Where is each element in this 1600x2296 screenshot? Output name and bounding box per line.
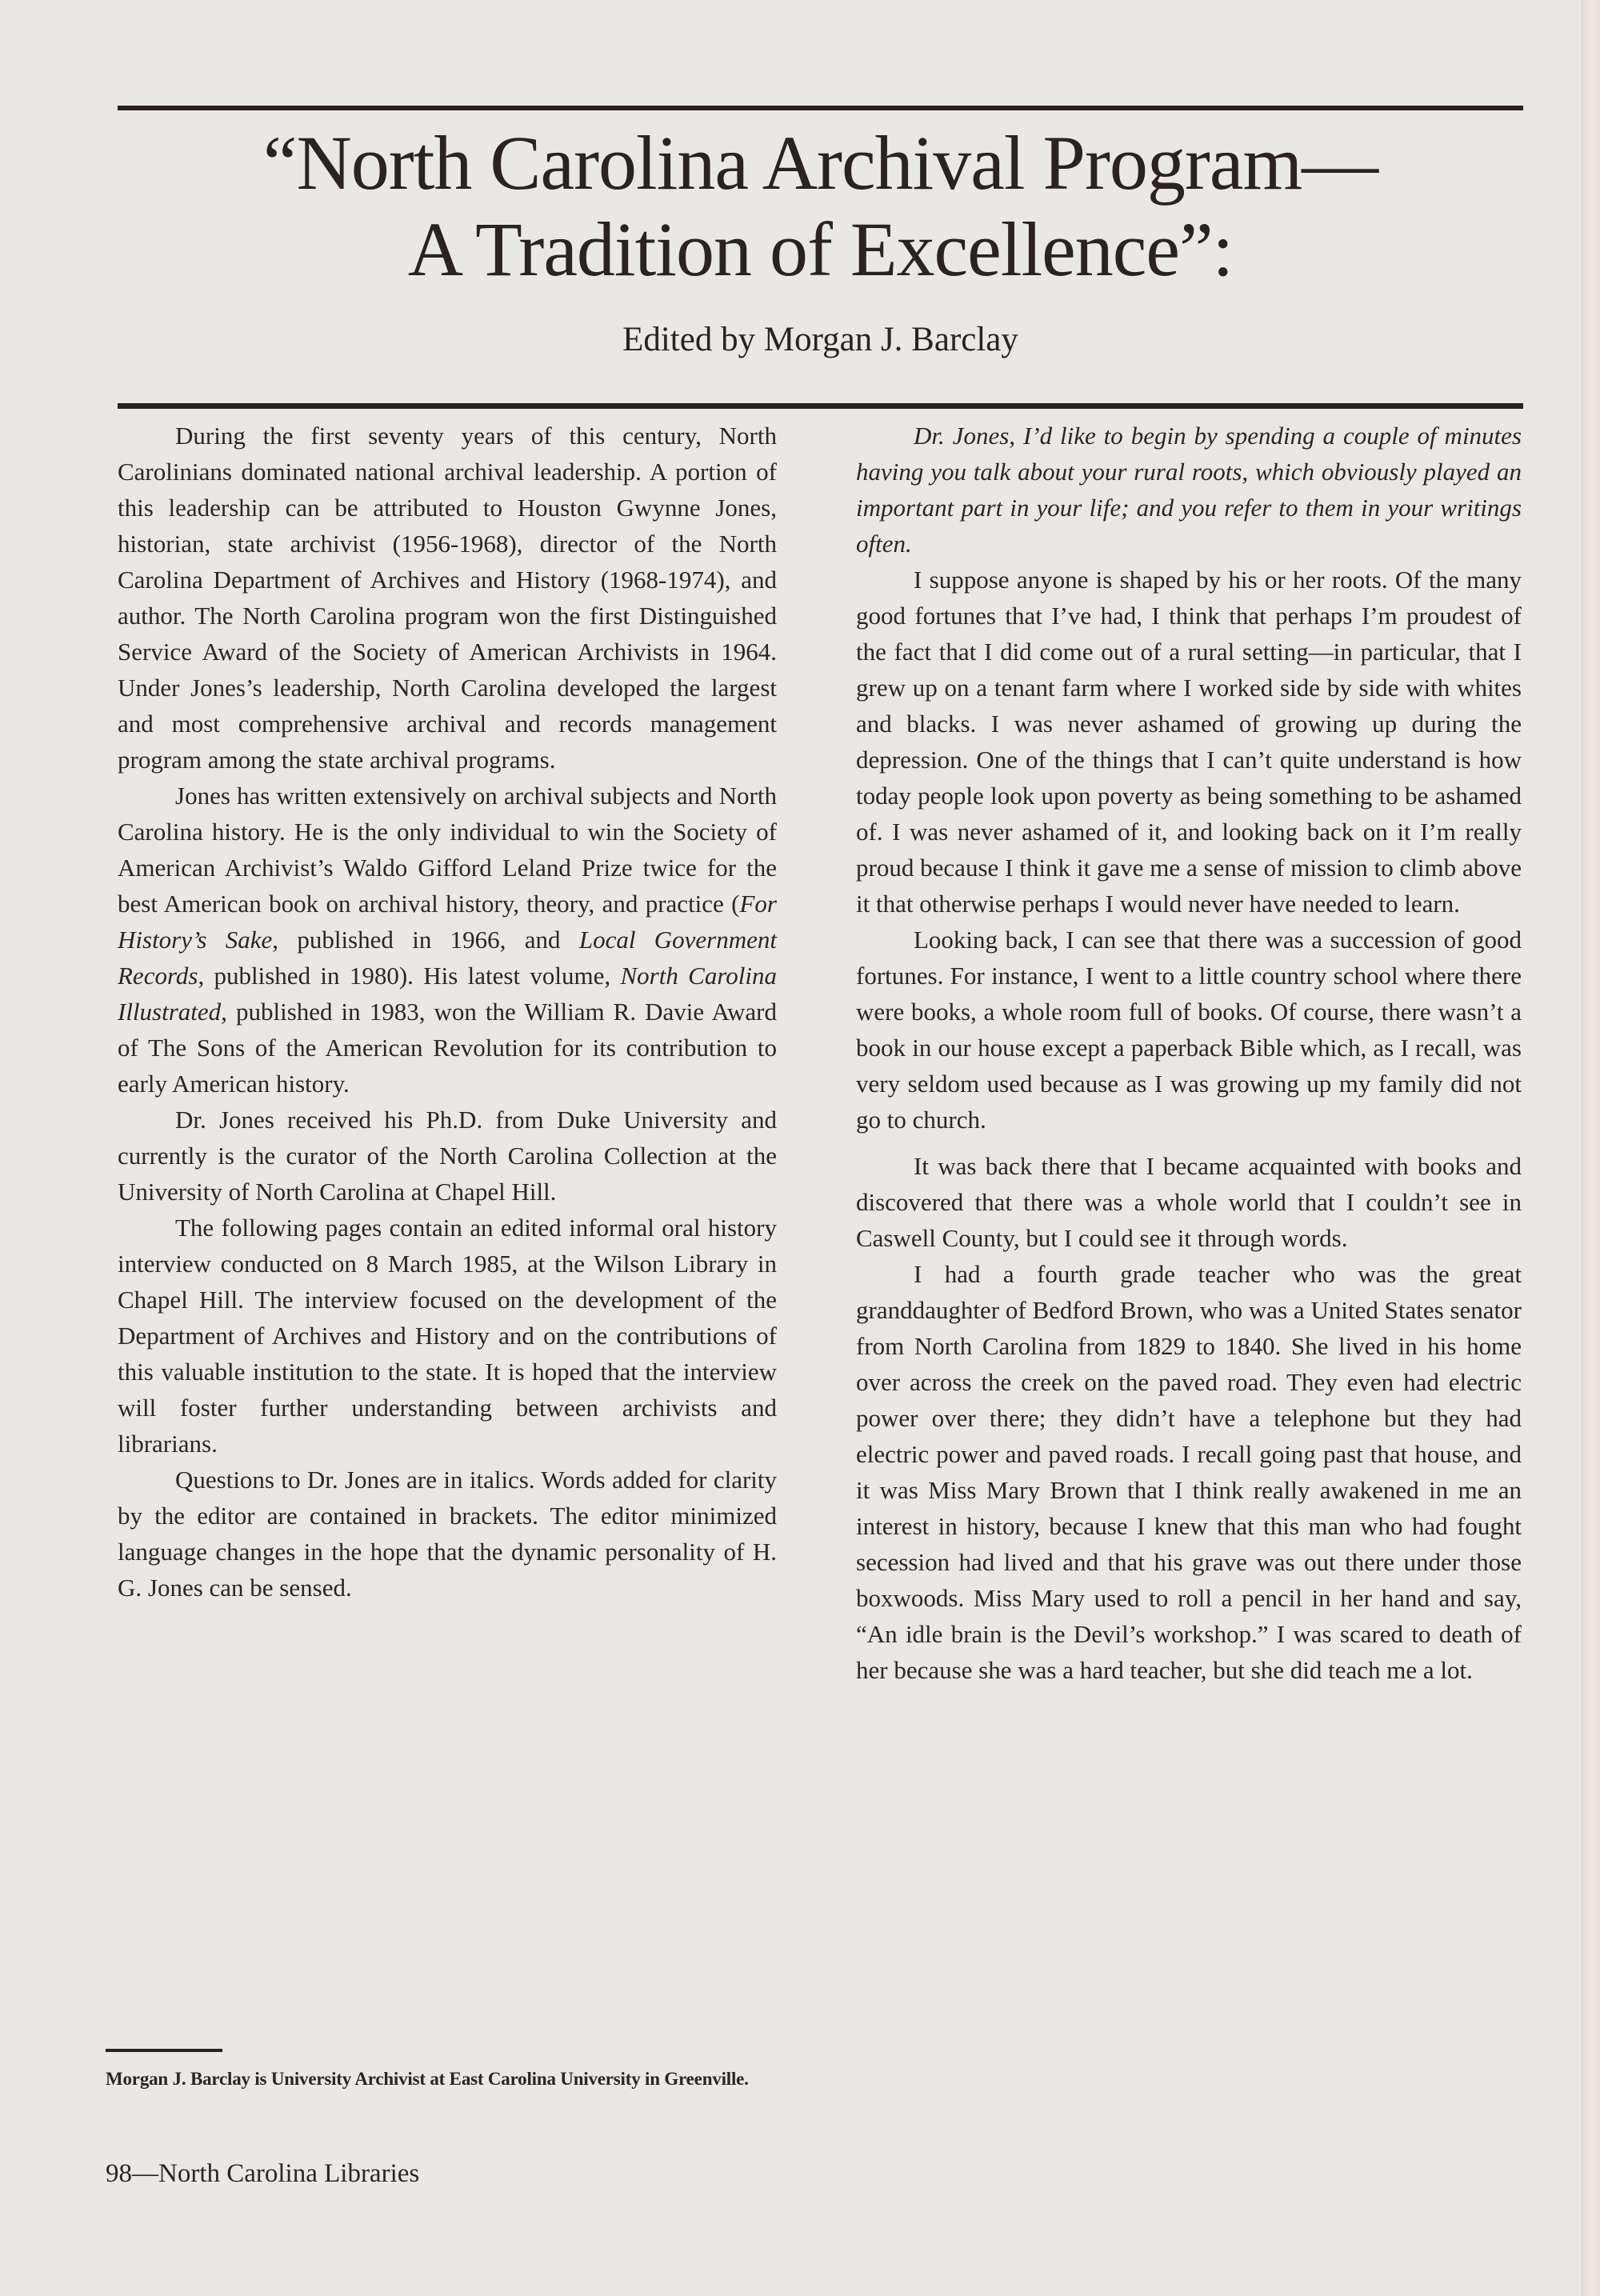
footnote-rule bbox=[106, 2049, 222, 2052]
interview-question: Dr. Jones, I’d like to begin by spending a couple of minutes having you talk about your rural roots, which obviously played an important part in your life; and you refer to them in your writings often. bbox=[856, 422, 1522, 558]
intro-paragraph-2 bbox=[118, 778, 777, 1102]
page-binding-edge bbox=[1582, 0, 1600, 2296]
intro-paragraph-1: During the first seventy years of this century, North Carolinians dominated national archival leadership. A portion of this leadership can be attributed to Houston Gwynne Jones, historian, state archivist (1956-1968), director of the North Carolina Department of Archives and History (1968-1974), and author. The North Carolina program won the first Distinguished Service Award of the Society of American Archivists in 1964. Under Jones’s leadership, North Carolina developed the largest and most comprehensive archival and records management program among the state archival programs. bbox=[118, 422, 777, 774]
article-title bbox=[118, 120, 1523, 293]
answer-paragraph-2: Looking back, I can see that there was a succession of good fortunes. For instance, I went to a little country school where there were books, a whole room full of books. Of course, there wasn’t a book in our house except a paperback Bible which, as I recall, was very seldom used because as I was growing up my family did not go to church. bbox=[856, 926, 1522, 1134]
book-title: North Carolina Illustrated bbox=[118, 962, 777, 1026]
author-note: Morgan J. Barclay is University Archivist at East Carolina University in Greenville. bbox=[106, 2069, 749, 2089]
page-footer: 98—North Carolina Libraries bbox=[106, 2159, 420, 2188]
text-run: , published in 1980). His latest volume, bbox=[198, 962, 621, 990]
title-line-2: A Tradition of Excellence”: bbox=[407, 206, 1234, 292]
right-column bbox=[856, 418, 1522, 1688]
answer-paragraph-3: It was back there that I became acquainted with books and discovered that there was a whole world that I couldn’t see in Caswell County, but I could see it through words. bbox=[856, 1152, 1522, 1252]
book-title: For History’s Sake bbox=[118, 890, 777, 954]
intro-paragraph-4: The following pages contain an edited informal oral history interview conducted on 8 March 1985, at the Wilson Library in Chapel Hill. The interview focused on the development of the Department of Archives and History and on the contributions of this valuable institution to the state. It is hoped that the interview will foster further understanding between archivists and librarians. bbox=[118, 1214, 777, 1458]
title-bottom-rule bbox=[118, 403, 1523, 409]
intro-paragraph-3: Dr. Jones received his Ph.D. from Duke University and currently is the curator of the North Carolina Collection at the University of North Carolina at Chapel Hill. bbox=[118, 1106, 777, 1206]
answer-paragraph-1: I suppose anyone is shaped by his or her roots. Of the many good fortunes that I’ve had, I think that perhaps I’m proudest of the fact that I did come out of a rural setting—in particular, that I grew up on a tenant farm where I worked side by side with whites and blacks. I was never ashamed of growing up during the depression. One of the things that I can’t quite understand is how today people look upon poverty as being something to be ashamed of. I was never ashamed of it, and looking back on it I’m really proud because I think it gave me a sense of mission to climb above it that otherwise perhaps I would never have needed to learn. bbox=[856, 566, 1522, 918]
top-rule bbox=[118, 106, 1523, 110]
answer-paragraph-4: I had a fourth grade teacher who was the great granddaughter of Bedford Brown, who was a United States senator from North Carolina from 1829 to 1840. She lived in his home over across the creek on the paved road. They even had electric power over there; they didn’t have a telephone but they had electric power and paved roads. I recall going past that house, and it was Miss Mary Brown that I think really awakened in me an interest in history, because I knew that this man who had fought secession had lived and that his grave was out there under those boxwoods. Miss Mary used to roll a pencil in her hand and say, “An idle brain is the Devil’s workshop.” I was scared to death of her because she was a hard teacher, but she did teach me a lot. bbox=[856, 1260, 1522, 1684]
byline: Edited by Morgan J. Barclay bbox=[622, 321, 1018, 358]
text-run: Jones has written extensively on archival subjects and North Carolina history. He is the only individual to win the Society of American Archivist’s Waldo Gifford Leland Prize twice for the best American book on archival history, theory, and practice ( bbox=[118, 782, 777, 918]
text-run: , published in 1983, won the William R. Davie Award of The Sons of the American Revolution for its contribution to early American history. bbox=[118, 998, 777, 1098]
title-line-1: “North Carolina Archival Program— bbox=[262, 120, 1378, 206]
book-title: Local Government Records bbox=[118, 926, 778, 990]
left-column bbox=[118, 418, 777, 1606]
text-run: , published in 1966, and bbox=[272, 926, 579, 954]
intro-paragraph-5: Questions to Dr. Jones are in italics. Words added for clarity by the editor are contained in brackets. The editor minimized language changes in the hope that the dynamic personality of H. G. Jones can be sensed. bbox=[118, 1466, 777, 1602]
